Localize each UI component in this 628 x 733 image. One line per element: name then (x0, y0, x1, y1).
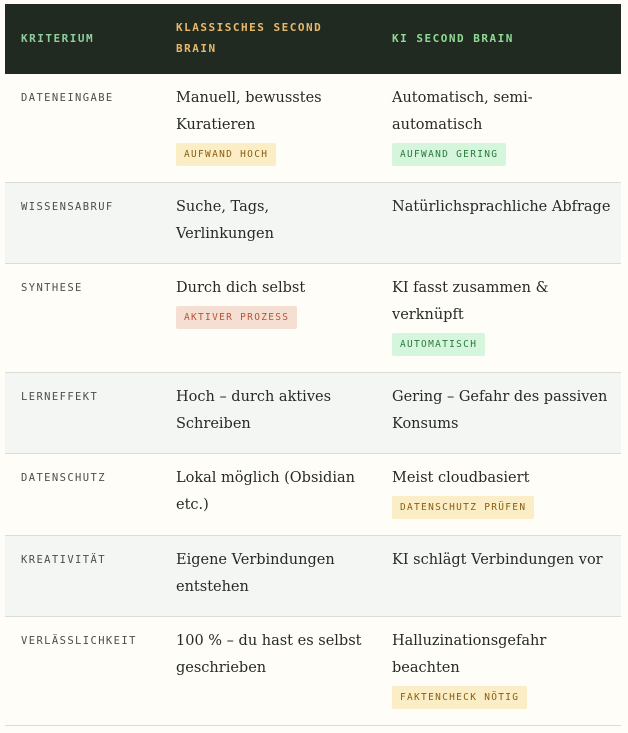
status-badge: AUFWAND HOCH (176, 143, 276, 166)
status-badge: DATENSCHUTZ PRÜFEN (392, 496, 534, 519)
table-row (5, 74, 621, 183)
classic-cell (161, 74, 377, 182)
table-row (5, 617, 621, 726)
classic-text: Lokal möglich (Obsidian etc.) (176, 470, 355, 513)
criterion-label: DATENEINGABE (21, 92, 114, 104)
classic-text: Manuell, bewusstes Kuratieren (176, 90, 322, 133)
header-ki: KI SECOND BRAIN (392, 32, 514, 45)
table-row (5, 183, 621, 264)
ki-text: Meist cloudbasiert (392, 470, 530, 486)
ki-text: KI schlägt Verbindungen vor (392, 552, 603, 568)
criterion-label: VERLÄSSLICHKEIT (21, 635, 137, 647)
classic-text: 100 % – du hast es selbst geschrieben (176, 633, 362, 676)
ki-cell (377, 264, 621, 372)
classic-text: Suche, Tags, Verlinkungen (176, 199, 274, 242)
table-row (5, 454, 621, 536)
table-row (5, 373, 621, 454)
table-row (5, 536, 621, 617)
criterion-label: DATENSCHUTZ (21, 472, 106, 484)
classic-text: Hoch – durch aktives Schreiben (176, 389, 332, 432)
classic-text: Durch dich selbst (176, 280, 306, 296)
ki-text: Halluzinationsgefahr beachten (392, 633, 547, 676)
table-row (5, 264, 621, 373)
ki-cell (377, 183, 621, 263)
ki-text: KI fasst zusammen & verknüpft (392, 280, 549, 323)
criterion-label: LERNEFFEKT (21, 391, 99, 403)
criterion-label: SYNTHESE (21, 282, 83, 294)
ki-cell (377, 74, 621, 182)
ki-cell (377, 373, 621, 453)
classic-cell (161, 536, 377, 616)
ki-cell (377, 454, 621, 535)
status-badge: AUFWAND GERING (392, 143, 506, 166)
status-badge: AUTOMATISCH (392, 333, 485, 356)
criterion-label: WISSENSABRUF (21, 201, 114, 213)
comparison-table (5, 4, 621, 726)
status-badge: FAKTENCHECK NÖTIG (392, 686, 527, 709)
criterion-label: KREATIVITÄT (21, 554, 106, 566)
ki-cell (377, 617, 621, 725)
classic-text: Eigene Verbindungen entstehen (176, 552, 335, 595)
classic-cell (161, 373, 377, 453)
classic-cell (161, 617, 377, 725)
ki-cell (377, 536, 621, 616)
classic-cell (161, 454, 377, 535)
status-badge: AKTIVER PROZESS (176, 306, 297, 329)
table-header (5, 4, 621, 74)
header-criterion: KRITERIUM (21, 32, 95, 45)
ki-text: Gering – Gefahr des passiven Konsums (392, 389, 608, 432)
ki-text: Natürlichsprachliche Abfrage (392, 199, 611, 215)
header-classic: KLASSISCHES SECOND BRAIN (176, 21, 323, 55)
classic-cell (161, 264, 377, 372)
ki-text: Automatisch, semi-automatisch (392, 90, 533, 133)
classic-cell (161, 183, 377, 263)
